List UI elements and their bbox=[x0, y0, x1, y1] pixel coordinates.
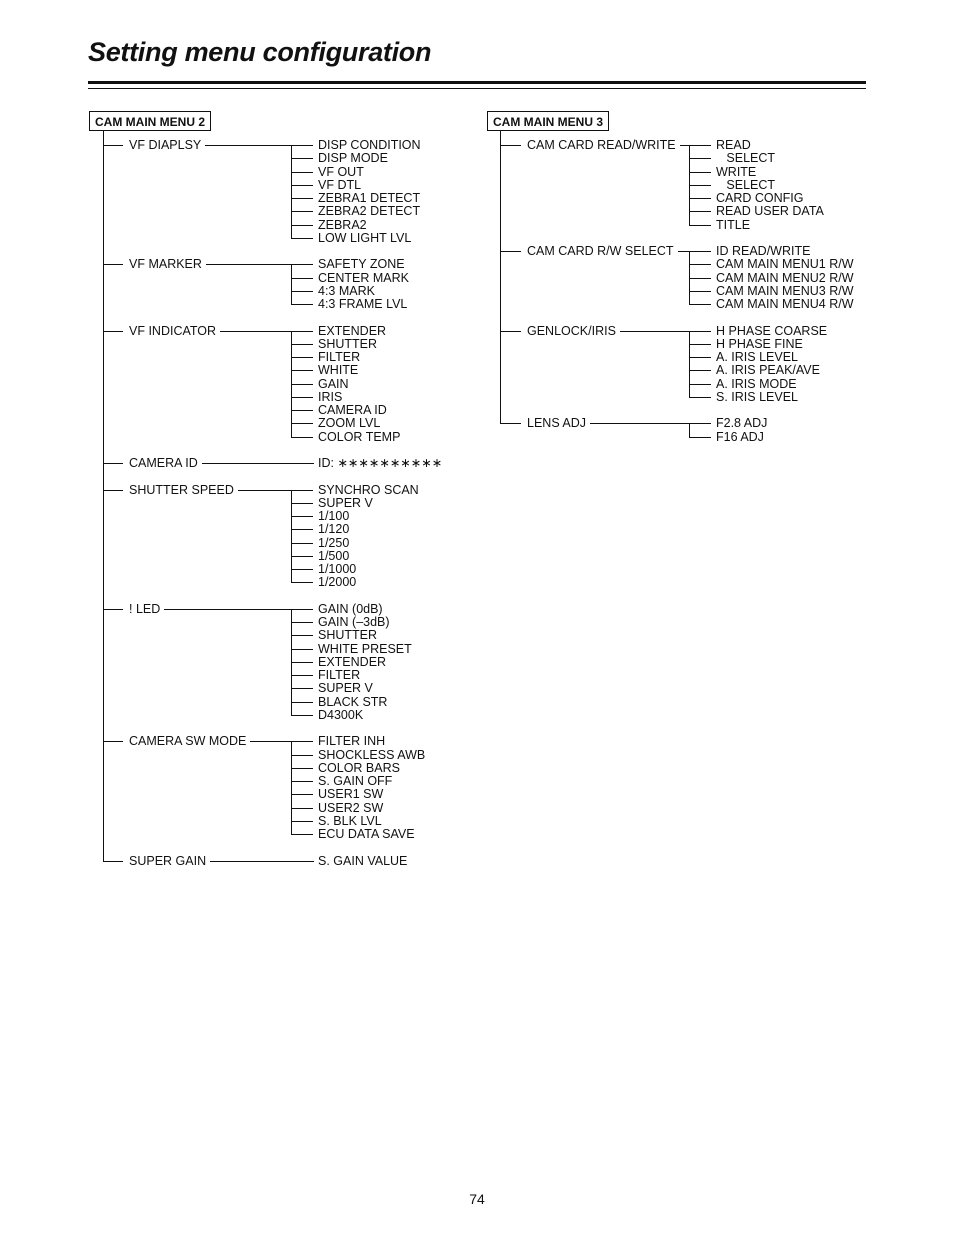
menu-item: F2.8 ADJ bbox=[716, 416, 768, 431]
menu-item: WHITE bbox=[318, 363, 359, 378]
menu-item: 4:3 MARK bbox=[318, 283, 375, 298]
item-tick bbox=[291, 384, 313, 385]
menu-title-cam-main-menu-2: CAM MAIN MENU 2 bbox=[89, 111, 211, 131]
page-number: 74 bbox=[469, 1191, 485, 1207]
item-tick bbox=[689, 370, 711, 371]
group-connector bbox=[103, 463, 123, 464]
menu-item: 1/100 bbox=[318, 509, 350, 523]
menu-item: GAIN (0dB) bbox=[318, 601, 383, 616]
item-tick bbox=[291, 331, 313, 332]
menu-item: A. IRIS MODE bbox=[716, 376, 797, 391]
group-label-camera-id: CAMERA ID bbox=[129, 456, 198, 470]
menu-item: SELECT bbox=[716, 151, 776, 166]
item-tick bbox=[689, 397, 711, 398]
item-tick bbox=[291, 291, 313, 292]
menu-item: DISP MODE bbox=[318, 151, 388, 166]
group-label-led: ! LED bbox=[129, 601, 161, 616]
menu-item: S. GAIN VALUE bbox=[318, 853, 408, 868]
group-label-super-gain: SUPER GAIN bbox=[129, 853, 207, 868]
menu-item: CAMERA ID bbox=[318, 403, 387, 417]
item-tick bbox=[291, 344, 313, 345]
item-tick bbox=[291, 529, 313, 530]
menu-item: A. IRIS PEAK/AVE bbox=[716, 363, 820, 378]
menu-item: EXTENDER bbox=[318, 654, 387, 669]
item-tick bbox=[291, 622, 313, 623]
menu-item: IRIS bbox=[318, 389, 343, 404]
menu-item: DISP CONDITION bbox=[318, 138, 421, 152]
menu-item: D4300K bbox=[318, 707, 364, 722]
group-connector bbox=[103, 145, 123, 146]
menu-item: 1/250 bbox=[318, 535, 350, 550]
menu-item: ID: ∗∗∗∗∗∗∗∗∗∗ bbox=[318, 456, 443, 470]
menu-item: SHUTTER bbox=[318, 628, 378, 643]
menu-item: S. IRIS LEVEL bbox=[716, 389, 798, 404]
item-tick bbox=[291, 741, 313, 742]
menu-item: ZOOM LVL bbox=[318, 416, 381, 431]
item-tick bbox=[291, 304, 313, 305]
item-tick bbox=[291, 357, 313, 358]
menu-item: SHUTTER bbox=[318, 336, 378, 351]
item-tick bbox=[291, 781, 313, 782]
item-tick bbox=[291, 397, 313, 398]
menu-item: READ bbox=[716, 138, 751, 152]
group-connector bbox=[103, 609, 123, 610]
menu-item: CENTER MARK bbox=[318, 270, 409, 285]
group-label-genlock-iris: GENLOCK/IRIS bbox=[527, 323, 616, 338]
group-connector bbox=[103, 741, 123, 742]
menu-item: S. GAIN OFF bbox=[318, 774, 393, 788]
group-label-vf-marker: VF MARKER bbox=[129, 257, 202, 272]
item-tick bbox=[689, 185, 711, 186]
menu-item: SUPER V bbox=[318, 495, 373, 510]
item-tick bbox=[689, 158, 711, 159]
menu-item: 1/120 bbox=[318, 522, 350, 537]
item-tick bbox=[689, 423, 711, 424]
item-tick bbox=[291, 768, 313, 769]
menu-item: S. BLK LVL bbox=[318, 813, 382, 828]
menu-item: SAFETY ZONE bbox=[318, 257, 405, 272]
menu-item: SHOCKLESS AWB bbox=[318, 747, 426, 762]
group-connector bbox=[103, 264, 123, 265]
item-tick bbox=[689, 145, 711, 146]
item-tick bbox=[291, 516, 313, 517]
item-spine bbox=[689, 423, 690, 436]
item-tick bbox=[291, 238, 313, 239]
item-tick bbox=[291, 198, 313, 199]
item-tick bbox=[689, 384, 711, 385]
menu-item: GAIN bbox=[318, 376, 349, 391]
item-tick bbox=[689, 357, 711, 358]
item-tick bbox=[291, 278, 313, 279]
menu-item: CAM MAIN MENU2 R/W bbox=[716, 270, 854, 285]
menu-item: H PHASE FINE bbox=[716, 336, 803, 351]
menu-item: GAIN (–3dB) bbox=[318, 615, 390, 629]
menu-item: CAM MAIN MENU1 R/W bbox=[716, 257, 854, 272]
item-tick bbox=[291, 490, 313, 491]
group-connector bbox=[500, 423, 521, 424]
item-tick bbox=[291, 556, 313, 557]
menu-item: EXTENDER bbox=[318, 323, 387, 338]
menu-item: FILTER bbox=[318, 350, 361, 364]
menu-title-cam-main-menu-3: CAM MAIN MENU 3 bbox=[487, 111, 609, 131]
menu-item: COLOR TEMP bbox=[318, 429, 401, 444]
group-connector bbox=[103, 331, 123, 332]
item-tick bbox=[689, 291, 711, 292]
menu-item: SYNCHRO SCAN bbox=[318, 482, 419, 497]
menu-item: CARD CONFIG bbox=[716, 191, 804, 205]
item-tick bbox=[291, 172, 313, 173]
menu-item: WRITE bbox=[716, 164, 757, 179]
menu-item: SELECT bbox=[716, 177, 776, 192]
group-label-lens-adj: LENS ADJ bbox=[527, 416, 587, 431]
item-tick bbox=[291, 423, 313, 424]
item-tick bbox=[689, 437, 711, 438]
item-tick bbox=[291, 662, 313, 663]
item-connector bbox=[202, 463, 314, 464]
group-label-camera-sw-mode: CAMERA SW MODE bbox=[129, 734, 247, 749]
menu-item: ZEBRA2 bbox=[318, 217, 367, 232]
menu-item: CAM MAIN MENU4 R/W bbox=[716, 297, 854, 311]
item-tick bbox=[689, 331, 711, 332]
item-tick bbox=[291, 503, 313, 504]
item-tick bbox=[689, 344, 711, 345]
item-tick bbox=[291, 834, 313, 835]
menu-item: BLACK STR bbox=[318, 694, 388, 709]
menu-item: ZEBRA1 DETECT bbox=[318, 191, 421, 205]
item-tick bbox=[291, 185, 313, 186]
item-tick bbox=[291, 702, 313, 703]
item-tick bbox=[689, 225, 711, 226]
menu-item: H PHASE COARSE bbox=[716, 323, 828, 338]
item-tick bbox=[689, 264, 711, 265]
item-spine bbox=[291, 264, 292, 304]
item-tick bbox=[291, 437, 313, 438]
menu-item: VF OUT bbox=[318, 164, 364, 179]
group-connector bbox=[103, 861, 123, 862]
item-tick bbox=[291, 410, 313, 411]
menu-item: FILTER bbox=[318, 668, 361, 682]
menu-item: CAM MAIN MENU3 R/W bbox=[716, 283, 854, 298]
item-tick bbox=[291, 569, 313, 570]
menu-item: LOW LIGHT LVL bbox=[318, 230, 412, 245]
item-tick bbox=[689, 304, 711, 305]
item-tick bbox=[291, 145, 313, 146]
menu-item: USER2 SW bbox=[318, 800, 384, 815]
item-tick bbox=[689, 251, 711, 252]
menu-item: VF DTL bbox=[318, 177, 362, 192]
item-tick bbox=[291, 211, 313, 212]
item-spine bbox=[689, 331, 690, 397]
menu-item: TITLE bbox=[716, 217, 751, 232]
menu-item: COLOR BARS bbox=[318, 760, 400, 775]
menu-item: WHITE PRESET bbox=[318, 641, 412, 656]
item-tick bbox=[291, 808, 313, 809]
item-tick bbox=[689, 198, 711, 199]
item-tick bbox=[291, 225, 313, 226]
item-tick bbox=[291, 649, 313, 650]
menu-item: ID READ/WRITE bbox=[716, 244, 811, 258]
menu-item: ZEBRA2 DETECT bbox=[318, 204, 421, 219]
item-tick bbox=[291, 755, 313, 756]
item-connector bbox=[210, 861, 314, 862]
item-tick bbox=[291, 688, 313, 689]
group-label-vf-diaplsy: VF DIAPLSY bbox=[129, 138, 202, 152]
menu-item: 1/2000 bbox=[318, 575, 357, 590]
item-tick bbox=[291, 715, 313, 716]
group-connector bbox=[500, 251, 521, 252]
item-tick bbox=[291, 264, 313, 265]
menu-item: A. IRIS LEVEL bbox=[716, 350, 798, 364]
menu-item: F16 ADJ bbox=[716, 429, 764, 444]
group-connector bbox=[500, 331, 521, 332]
item-tick bbox=[291, 609, 313, 610]
group-label-vf-indicator: VF INDICATOR bbox=[129, 323, 217, 338]
item-tick bbox=[689, 211, 711, 212]
item-tick bbox=[291, 543, 313, 544]
item-tick bbox=[689, 278, 711, 279]
menu-item: FILTER INH bbox=[318, 734, 386, 749]
page-title: Setting menu configuration bbox=[88, 37, 432, 67]
menu-item: ECU DATA SAVE bbox=[318, 827, 415, 841]
menu-item: SUPER V bbox=[318, 681, 373, 696]
item-tick bbox=[291, 635, 313, 636]
menu-spine bbox=[500, 131, 501, 423]
group-connector bbox=[500, 145, 521, 146]
group-label-shutter-speed: SHUTTER SPEED bbox=[129, 482, 234, 497]
item-tick bbox=[291, 794, 313, 795]
menu-item: READ USER DATA bbox=[716, 204, 824, 219]
item-tick bbox=[291, 675, 313, 676]
item-tick bbox=[291, 582, 313, 583]
group-label-cam-card-read-write: CAM CARD READ/WRITE bbox=[527, 138, 676, 152]
menu-item: 4:3 FRAME LVL bbox=[318, 297, 408, 311]
menu-spine bbox=[103, 131, 104, 861]
group-connector bbox=[103, 490, 123, 491]
group-label-cam-card-r-w-select: CAM CARD R/W SELECT bbox=[527, 244, 674, 258]
item-tick bbox=[689, 172, 711, 173]
item-tick bbox=[291, 370, 313, 371]
menu-item: 1/500 bbox=[318, 548, 350, 563]
item-tick bbox=[291, 158, 313, 159]
item-tick bbox=[291, 821, 313, 822]
menu-item: USER1 SW bbox=[318, 787, 384, 802]
menu-item: 1/1000 bbox=[318, 562, 357, 576]
